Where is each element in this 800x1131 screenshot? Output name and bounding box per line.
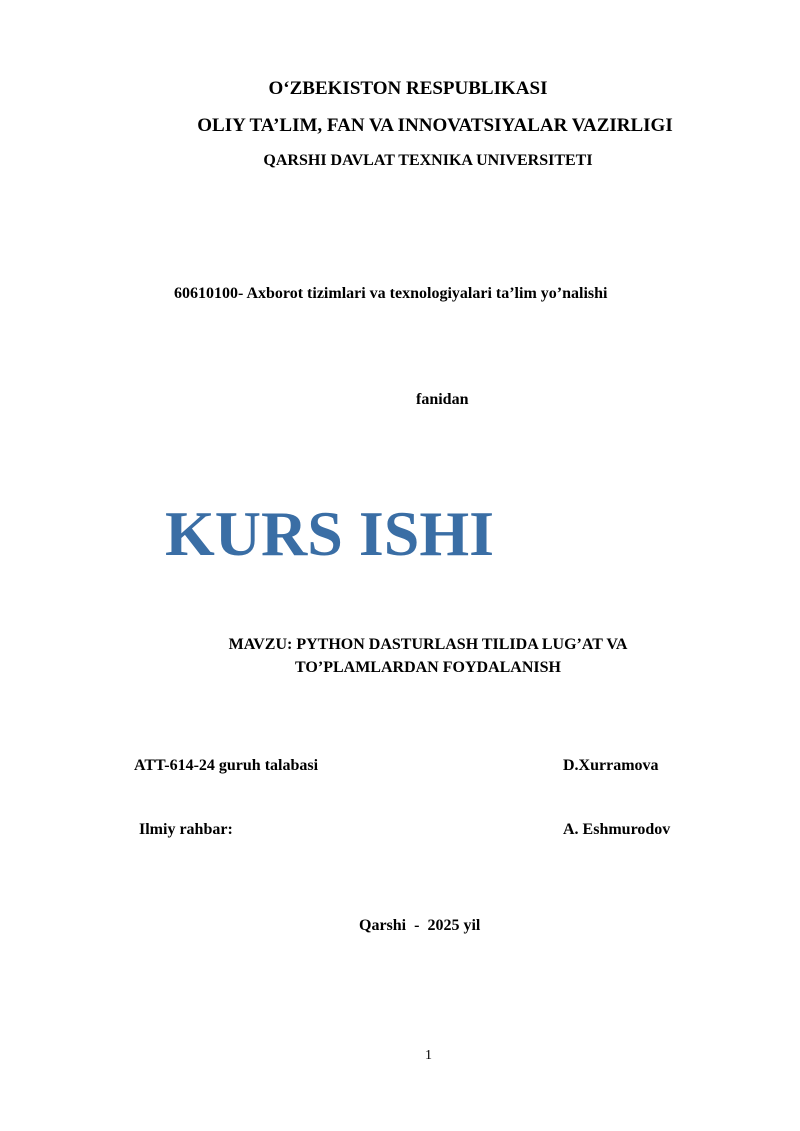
city-year: Qarshi - 2025 yil	[359, 917, 481, 934]
advisor-name: A. Eshmurodov	[563, 821, 671, 838]
country-heading: O‘ZBEKISTON RESPUBLIKASI	[268, 78, 548, 99]
topic-block	[28, 633, 800, 679]
page-number: 1	[425, 1048, 432, 1063]
ministry-heading: OLIY TA’LIM, FAN VA INNOVATSIYALAR VAZIRLIGI	[197, 115, 673, 136]
university-heading: QARSHI DAVLAT TEXNIKA UNIVERSITETI	[263, 152, 593, 169]
program-line: 60610100- Axborot tizimlari va texnologiyalari ta’lim yo’nalishi	[174, 285, 608, 302]
subject-suffix: fanidan	[416, 391, 469, 408]
student-label: ATT-614-24 guruh talabasi	[134, 757, 319, 774]
document-type-title: KURS ISHI	[165, 498, 494, 569]
advisor-label: Ilmiy rahbar:	[139, 821, 233, 838]
student-name: D.Xurramova	[563, 757, 659, 774]
topic-line-2: TO’PLAMLARDAN FOYDALANISH	[295, 659, 561, 676]
topic-line-1: MAVZU: PYTHON DASTURLASH TILIDA LUG’AT VA	[228, 636, 628, 653]
